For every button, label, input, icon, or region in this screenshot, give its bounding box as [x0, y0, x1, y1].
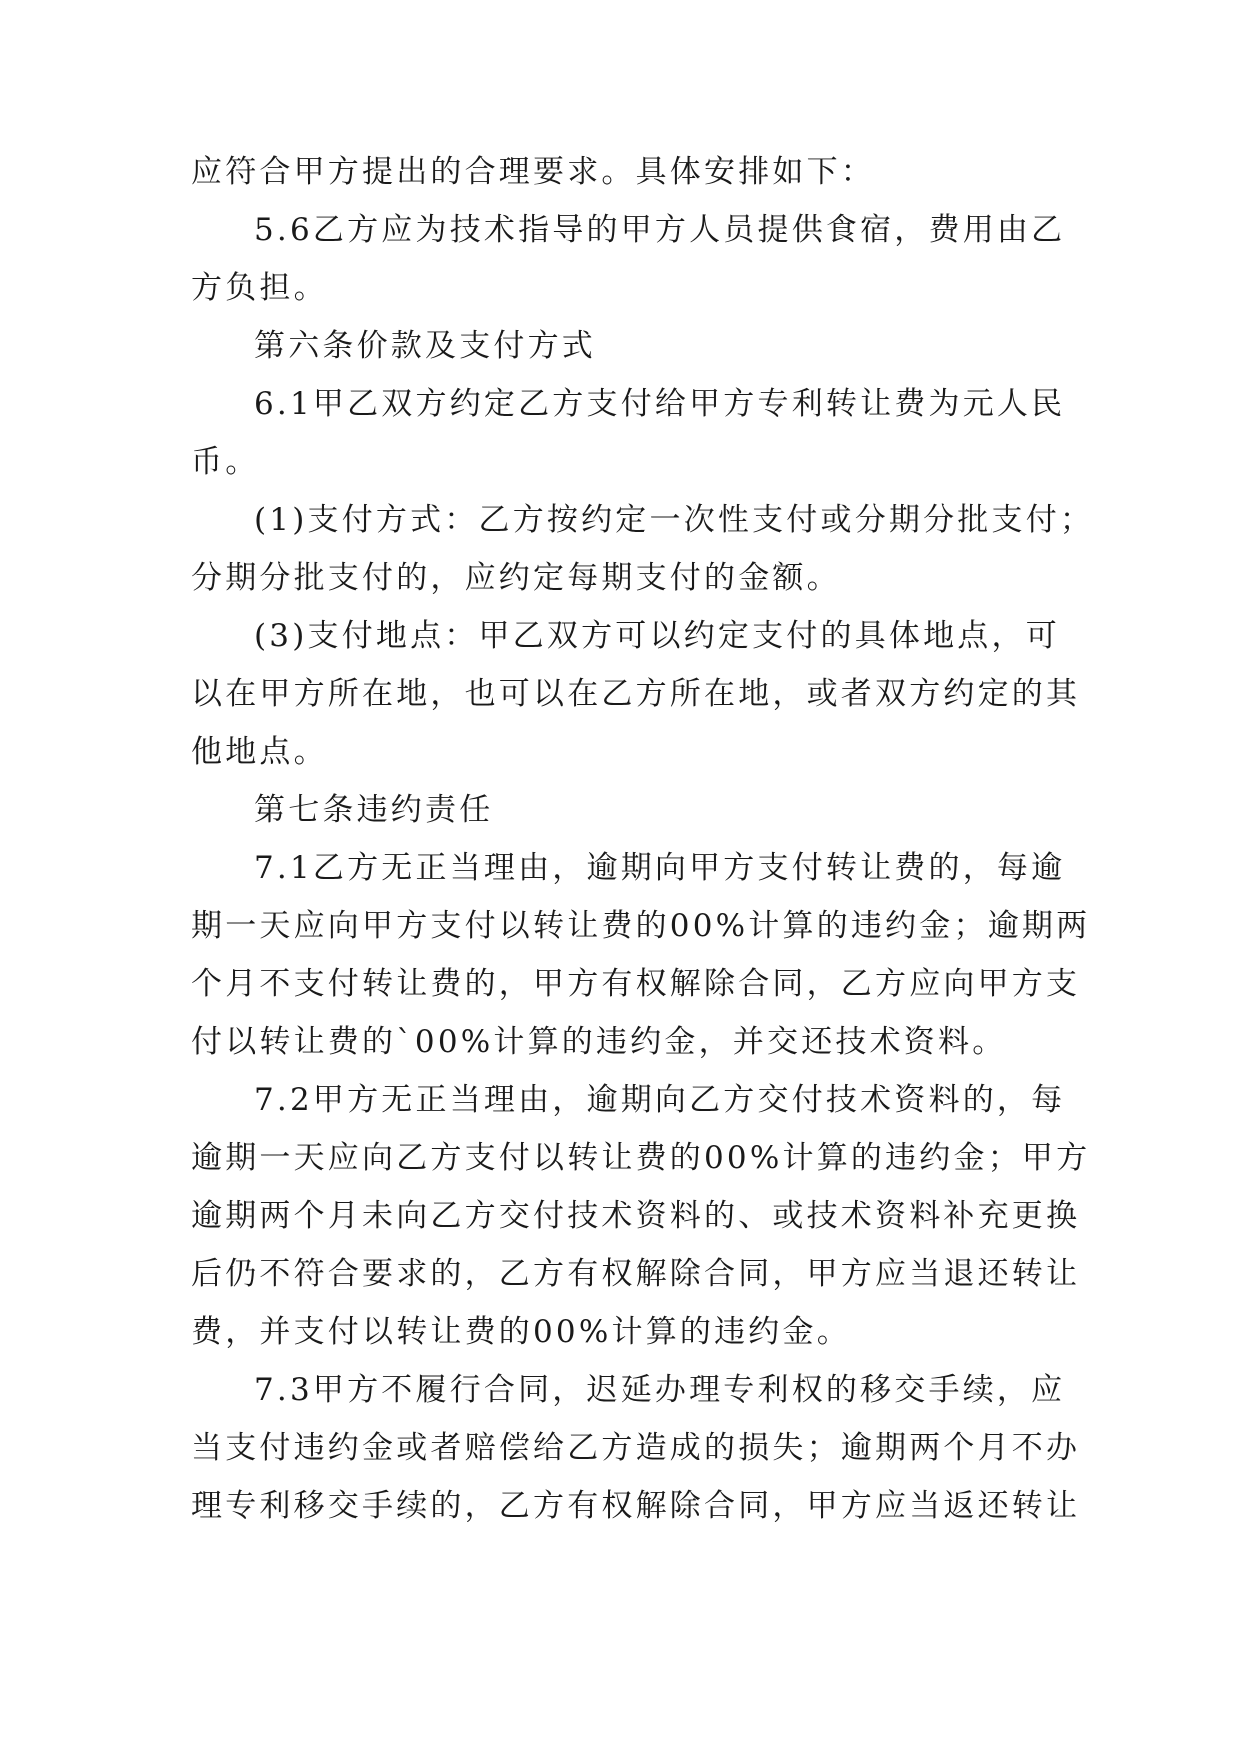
body-text-line: 逾期两个月未向乙方交付技术资料的、或技术资料补充更换	[191, 1198, 1081, 1234]
article-7-heading: 第七条违约责任	[254, 792, 494, 828]
body-text-line: 理专利移交手续的，乙方有权解除合同，甲方应当返还转让	[191, 1488, 1081, 1524]
payment-location-line: (3)支付地点：甲乙双方可以约定支付的具体地点，可	[254, 618, 1060, 654]
body-text-line: 他地点。	[191, 734, 328, 770]
body-text-line: 付以转让费的`00%计算的违约金，并交还技术资料。	[191, 1024, 1007, 1060]
body-text-line: 逾期一天应向乙方支付以转让费的00%计算的违约金；甲方	[191, 1140, 1091, 1176]
body-text-line: 当支付违约金或者赔偿给乙方造成的损失；逾期两个月不办	[191, 1430, 1081, 1466]
body-text-line: 币。	[191, 444, 260, 480]
clause-5-6-line: 5.6乙方应为技术指导的甲方人员提供食宿，费用由乙	[254, 212, 1066, 248]
article-6-heading: 第六条价款及支付方式	[254, 328, 596, 364]
body-text-line: 分期分批支付的，应约定每期支付的金额。	[191, 560, 841, 596]
body-text-line: 后仍不符合要求的，乙方有权解除合同，甲方应当退还转让	[191, 1256, 1081, 1292]
clause-6-1-line: 6.1甲乙双方约定乙方支付给甲方专利转让费为元人民	[254, 386, 1066, 422]
clause-7-1-line: 7.1乙方无正当理由，逾期向甲方支付转让费的，每逾	[254, 850, 1066, 886]
clause-7-3-line: 7.3甲方不履行合同，迟延办理专利权的移交手续，应	[254, 1372, 1066, 1408]
body-text-line: 方负担。	[191, 270, 328, 306]
payment-method-line: (1)支付方式：乙方按约定一次性支付或分期分批支付；	[254, 502, 1095, 538]
body-text-line: 期一天应向甲方支付以转让费的00%计算的违约金；逾期两	[191, 908, 1091, 944]
clause-7-2-line: 7.2甲方无正当理由，逾期向乙方交付技术资料的，每	[254, 1082, 1066, 1118]
body-text-line: 个月不支付转让费的，甲方有权解除合同，乙方应向甲方支	[191, 966, 1081, 1002]
body-text-line: 应符合甲方提出的合理要求。具体安排如下：	[191, 154, 875, 190]
body-text-line: 以在甲方所在地，也可以在乙方所在地，或者双方约定的其	[191, 676, 1081, 712]
body-text-line: 费，并支付以转让费的00%计算的违约金。	[191, 1314, 851, 1350]
